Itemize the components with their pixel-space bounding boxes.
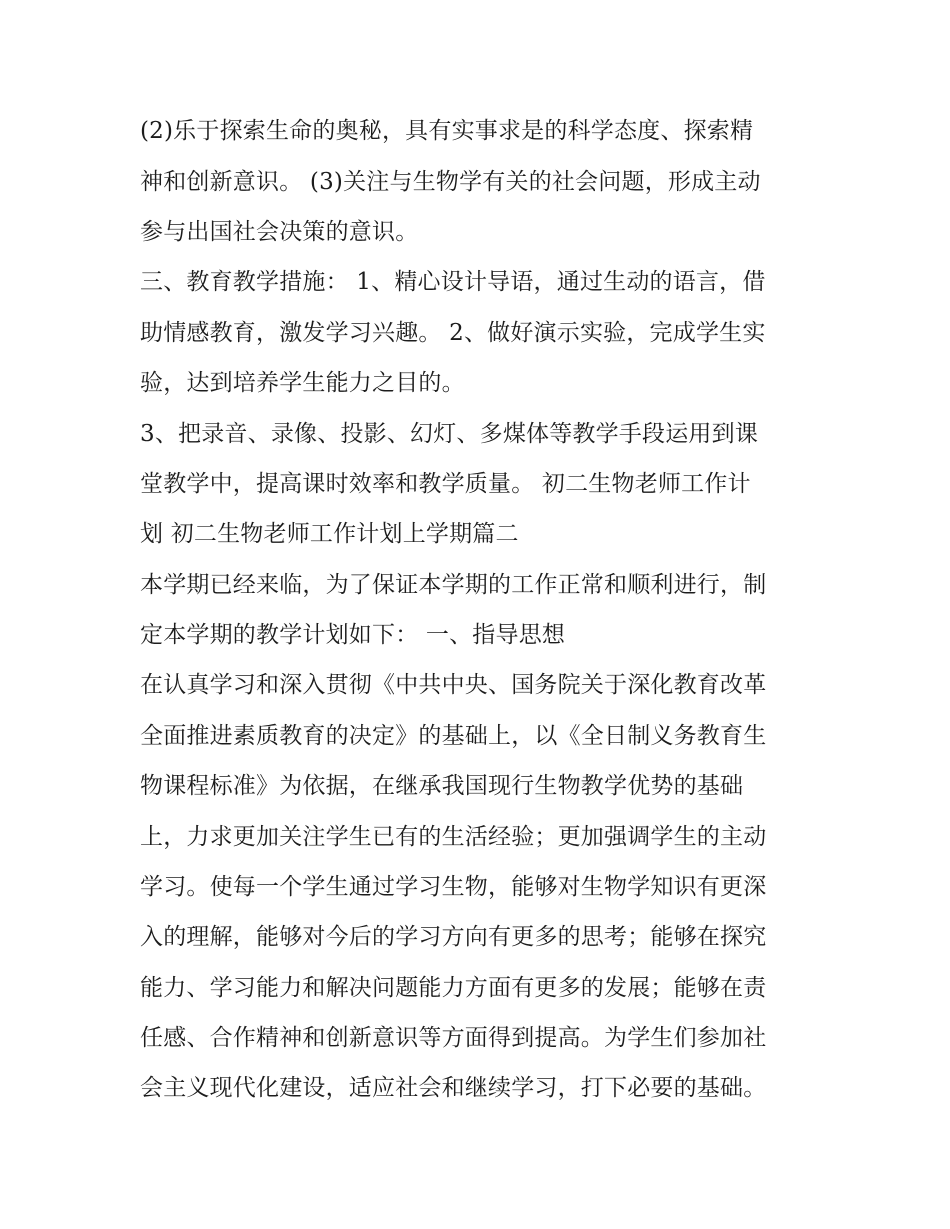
text-line: 3、把录音、录像、投影、幻灯、多煤体等教学手段运用到课: [140, 421, 759, 447]
text-line: 神和创新意识。 (3)关注与生物学有关的社会问题，形成主动: [140, 169, 761, 195]
text-line: 上，力求更加关注学生已有的生活经验；更加强调学生的主动: [140, 824, 767, 850]
text-line: 学习。使每一个学生通过学习生物，能够对生物学知识有更深: [140, 874, 767, 900]
text-line: 参与出国社会决策的意识。: [140, 219, 419, 245]
text-line: 在认真学习和深入贯彻《中共中央、国务院关于深化教育改革: [140, 672, 767, 698]
text-line: 划 初二生物老师工作计划上学期篇二: [140, 521, 519, 547]
text-line: 入的理解，能够对今后的学习方向有更多的思考；能够在探究: [140, 924, 767, 950]
text-line: 物课程标准》为依据，在继承我国现行生物教学优势的基础: [140, 773, 744, 799]
text-line: 会主义现代化建设，适应社会和继续学习，打下必要的基础。: [140, 1075, 767, 1101]
text-line: 三、教育教学措施： 1、精心设计导语，通过生动的语言，借: [140, 269, 766, 295]
text-line: 定本学期的教学计划如下： 一、指导思想: [140, 622, 566, 648]
text-line: 助情感教育，激发学习兴趣。 2、做好演示实验，完成学生实: [140, 320, 766, 346]
text-line: 能力、学习能力和解决问题能力方面有更多的发展；能够在责: [140, 975, 767, 1001]
text-line: 全面推进素质教育的决定》的基础上，以《全日制义务教育生: [140, 723, 767, 749]
text-line: 任感、合作精神和创新意识等方面得到提高。为学生们参加社: [140, 1025, 767, 1051]
text-line: 本学期已经来临，为了保证本学期的工作正常和顺利进行，制: [140, 572, 767, 598]
text-line: 堂教学中，提高课时效率和教学质量。 初二生物老师工作计: [140, 471, 751, 497]
text-line: 验，达到培养学生能力之目的。: [140, 370, 465, 396]
text-line: (2)乐于探索生命的奥秘，具有实事求是的科学态度、探索精: [140, 118, 754, 144]
